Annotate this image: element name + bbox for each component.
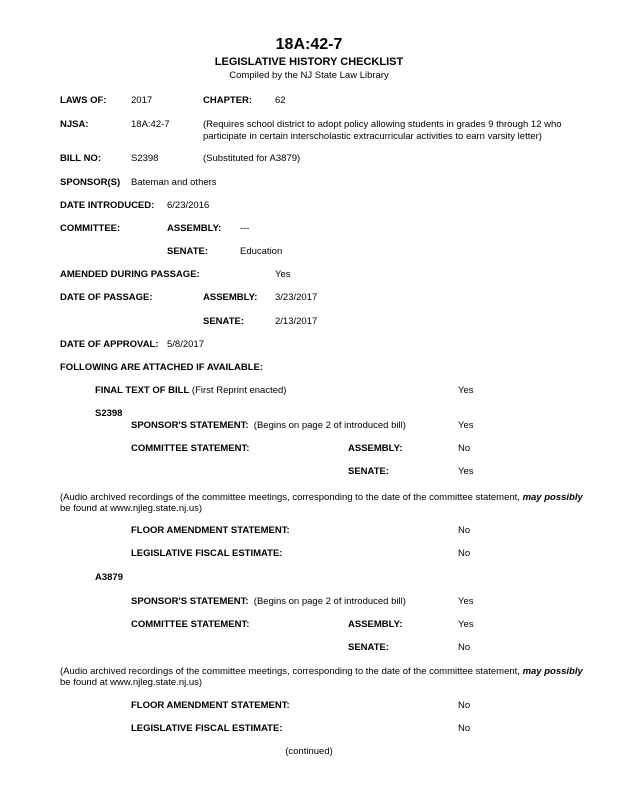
amended-value: Yes xyxy=(275,269,291,280)
fiscal-estimate-label: LEGISLATIVE FISCAL ESTIMATE: xyxy=(131,723,283,734)
audio-note-emphasis: may possibly xyxy=(522,666,583,677)
document-subtitle: LEGISLATIVE HISTORY CHECKLIST xyxy=(214,56,404,68)
compiled-by: Compiled by the NJ State Law Library xyxy=(229,70,389,81)
passage-senate-value: 2/13/2017 xyxy=(275,316,318,327)
committee-statement-senate-label: SENATE: xyxy=(348,642,389,653)
attached-heading: FOLLOWING ARE ATTACHED IF AVAILABLE: xyxy=(60,362,263,373)
committee-label: COMMITTEE: xyxy=(60,223,121,234)
committee-senate-value: Education xyxy=(240,246,283,257)
committee-statement-assembly-label: ASSEMBLY: xyxy=(348,443,403,454)
amended-label: AMENDED DURING PASSAGE: xyxy=(60,269,200,280)
passage-assembly-label: ASSEMBLY: xyxy=(203,292,258,303)
committee-assembly-label: ASSEMBLY: xyxy=(167,223,222,234)
sponsor-statement-value: Yes xyxy=(458,420,474,431)
chapter-value: 62 xyxy=(275,95,286,106)
committee-assembly-value: --- xyxy=(240,223,250,234)
chapter-label: CHAPTER: xyxy=(203,95,253,106)
bill-no-note: (Substituted for A3879) xyxy=(203,153,301,164)
committee-statement-label: COMMITTEE STATEMENT: xyxy=(131,443,250,454)
committee-statement-senate-label: SENATE: xyxy=(348,466,389,477)
date-introduced-value: 6/23/2016 xyxy=(167,200,210,211)
sponsor-statement-label: SPONSOR'S STATEMENT: xyxy=(131,596,249,607)
laws-of-label: LAWS OF: xyxy=(60,95,107,106)
fiscal-estimate-value: No xyxy=(458,723,471,734)
committee-statement-assembly-label: ASSEMBLY: xyxy=(348,619,403,630)
final-text-value: Yes xyxy=(458,385,474,396)
laws-of-value: 2017 xyxy=(131,95,153,106)
final-text-label: FINAL TEXT OF BILL xyxy=(95,385,190,396)
final-text-row xyxy=(95,385,286,397)
sponsor-statement-row xyxy=(131,420,406,432)
floor-amendment-value: No xyxy=(458,700,471,711)
fiscal-estimate-label: LEGISLATIVE FISCAL ESTIMATE: xyxy=(131,548,283,559)
bill-no-value: S2398 xyxy=(131,153,159,164)
committee-senate-label: SENATE: xyxy=(167,246,208,257)
sponsor-statement-note: (Begins on page 2 of introduced bill) xyxy=(253,420,406,431)
floor-amendment-value: No xyxy=(458,525,471,536)
sponsor-statement-value: Yes xyxy=(458,596,474,607)
continued-note: (continued) xyxy=(285,746,333,757)
audio-note-continued: be found at www.njleg.state.nj.us) xyxy=(60,503,203,514)
date-introduced-label: DATE INTRODUCED: xyxy=(60,200,155,211)
page-title: 18A:42-7 xyxy=(275,36,343,53)
committee-statement-label: COMMITTEE STATEMENT: xyxy=(131,619,250,630)
audio-note-text: (Audio archived recordings of the committee meetings, corresponding to the date of the committee statement, xyxy=(60,492,523,503)
passage-senate-label: SENATE: xyxy=(203,316,244,327)
njsa-label: NJSA: xyxy=(60,119,89,130)
passage-assembly-value: 3/23/2017 xyxy=(275,292,318,303)
njsa-value: 18A:42-7 xyxy=(131,119,170,130)
committee-statement-senate-value: Yes xyxy=(458,466,474,477)
approval-label: DATE OF APPROVAL: xyxy=(60,339,159,350)
bill-id: A3879 xyxy=(95,572,123,583)
sponsor-statement-note: (Begins on page 2 of introduced bill) xyxy=(253,596,406,607)
sponsor-statement-row xyxy=(131,596,406,608)
fiscal-estimate-value: No xyxy=(458,548,471,559)
approval-value: 5/8/2017 xyxy=(167,339,204,350)
sponsors-label: SPONSOR(S) xyxy=(60,177,121,188)
floor-amendment-label: FLOOR AMENDMENT STATEMENT: xyxy=(131,700,290,711)
sponsor-statement-label: SPONSOR'S STATEMENT: xyxy=(131,420,249,431)
committee-statement-assembly-value: No xyxy=(458,443,471,454)
audio-note-continued: be found at www.njleg.state.nj.us) xyxy=(60,677,203,688)
audio-note-emphasis: may possibly xyxy=(522,492,583,503)
njsa-description: (Requires school district to adopt policy allowing students in grades 9 through 12 who participate in certain interscholastic extracurricular activities to earn varsity letter) xyxy=(203,119,562,142)
audio-note-text: (Audio archived recordings of the committee meetings, corresponding to the date of the committee statement, xyxy=(60,666,523,677)
final-text-note: (First Reprint enacted) xyxy=(189,385,287,396)
sponsors-value: Bateman and others xyxy=(131,177,217,188)
committee-statement-senate-value: No xyxy=(458,642,471,653)
committee-statement-assembly-value: Yes xyxy=(458,619,474,630)
passage-label: DATE OF PASSAGE: xyxy=(60,292,153,303)
bill-no-label: BILL NO: xyxy=(60,153,101,164)
floor-amendment-label: FLOOR AMENDMENT STATEMENT: xyxy=(131,525,290,536)
bill-id: S2398 xyxy=(95,408,123,419)
